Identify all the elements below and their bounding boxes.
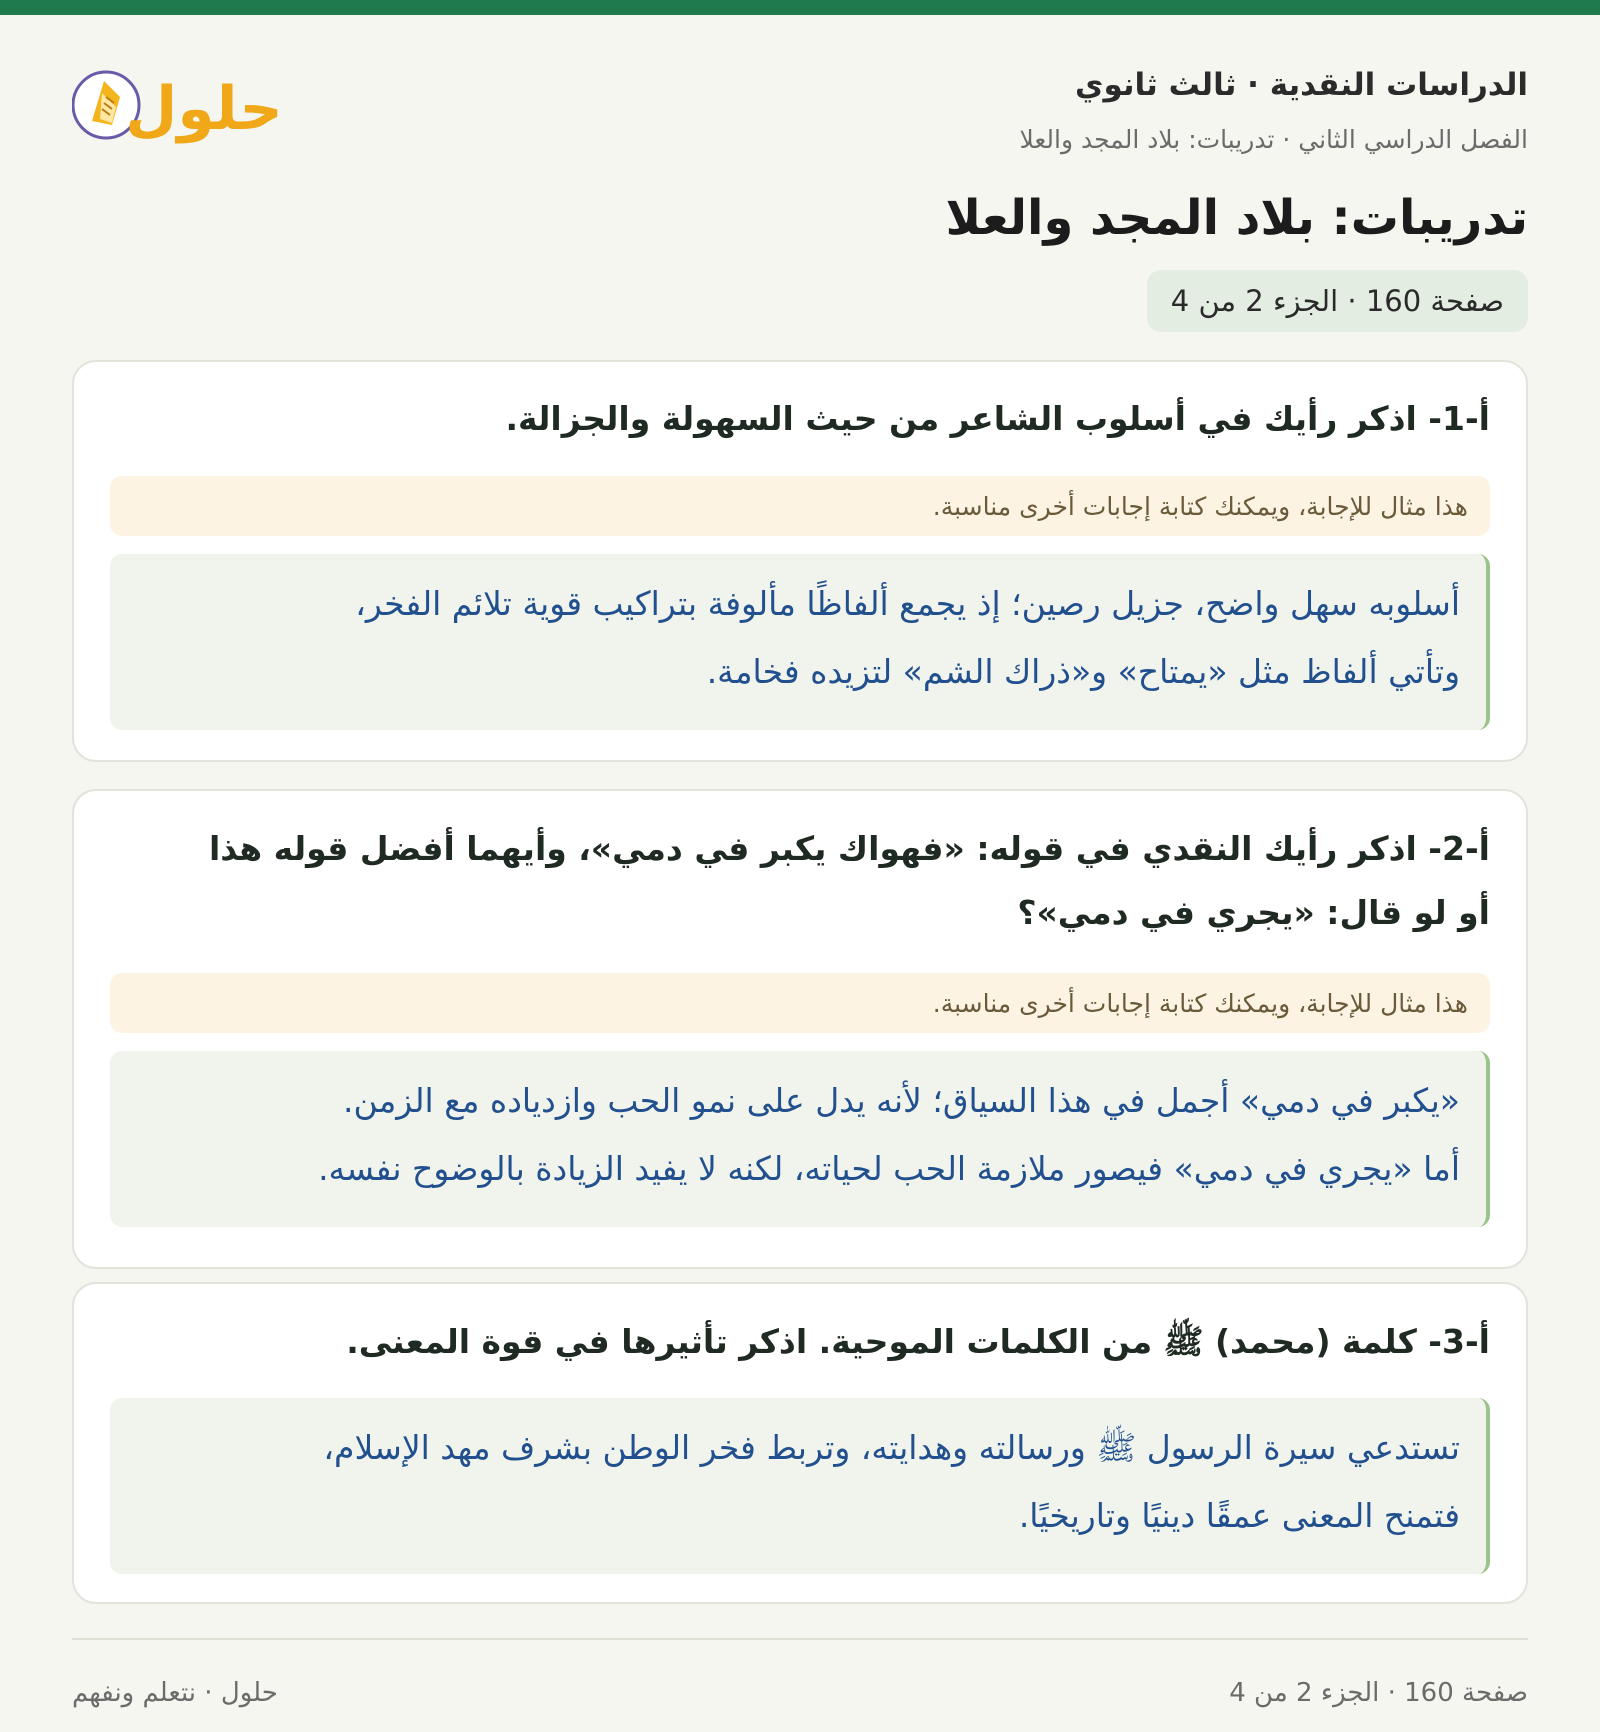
footer-divider <box>72 1638 1528 1640</box>
answer-line: «يكبر في دمي» أجمل في هذا السياق؛ لأنه يدل على نمو الحب وازدياده مع الزمن. <box>342 1081 1460 1120</box>
footer-brand: حلول · نتعلم ونفهم <box>72 1678 278 1708</box>
answer-line: وتأتي ألفاظ مثل «يمتاح» و«ذراك الشم» لتزيده فخامة. <box>706 652 1460 691</box>
question-line: أ-2- اذكر رأيك النقدي في قوله: «فهواك يكبر في دمي»، وأيهما أفضل قوله هذا <box>208 829 1490 868</box>
question-card <box>72 360 1528 762</box>
question-card <box>72 1282 1528 1604</box>
hulul-logo-icon <box>72 63 302 173</box>
answer-box <box>110 554 1490 730</box>
answer-note: هذا مثال للإجابة، ويمكنك كتابة إجابات أخرى مناسبة. <box>110 973 1490 1033</box>
page-chip: صفحة 160 · الجزء 2 من 4 <box>1147 270 1528 332</box>
question-card <box>72 789 1528 1269</box>
page-title: تدريبات: بلاد المجد والعلا <box>945 190 1528 246</box>
top-accent-bar <box>0 0 1600 15</box>
answer-line: أما «يجري في دمي» فيصور ملازمة الحب لحياته، لكنه لا يفيد الزيادة بالوضوح نفسه. <box>318 1149 1460 1188</box>
logo-wordmark: حلول <box>125 74 283 144</box>
breadcrumb: الفصل الدراسي الثاني · تدريبات: بلاد المجد والعلا <box>1019 125 1528 154</box>
brand-logo[interactable] <box>72 63 302 173</box>
question-text: أ-1- اذكر رأيك في أسلوب الشاعر من حيث السهولة والجزالة. <box>505 399 1490 438</box>
answer-note: هذا مثال للإجابة، ويمكنك كتابة إجابات أخرى مناسبة. <box>110 476 1490 536</box>
answer-line: فتمنح المعنى عمقًا دينيًا وتاريخيًا. <box>1018 1496 1460 1535</box>
answer-box <box>110 1398 1490 1574</box>
question-line: أو لو قال: «يجري في دمي»؟ <box>1017 893 1490 932</box>
answer-line: تستدعي سيرة الرسول ﷺ ورسالته وهدايته، وتربط فخر الوطن بشرف مهد الإسلام، <box>323 1428 1460 1467</box>
question-text: أ-3- كلمة (محمد) ﷺ من الكلمات الموحية. اذكر تأثيرها في قوة المعنى. <box>346 1322 1490 1361</box>
answer-line: أسلوبه سهل واضح، جزيل رصين؛ إذ يجمع ألفاظًا مألوفة بتراكيب قوية تلائم الفخر، <box>355 584 1460 623</box>
subject-title: الدراسات النقدية · ثالث ثانوي <box>1075 67 1528 103</box>
question-text <box>110 817 1490 945</box>
page-header <box>72 15 1528 165</box>
footer-page-info: صفحة 160 · الجزء 2 من 4 <box>1229 1678 1528 1708</box>
answer-box <box>110 1051 1490 1227</box>
